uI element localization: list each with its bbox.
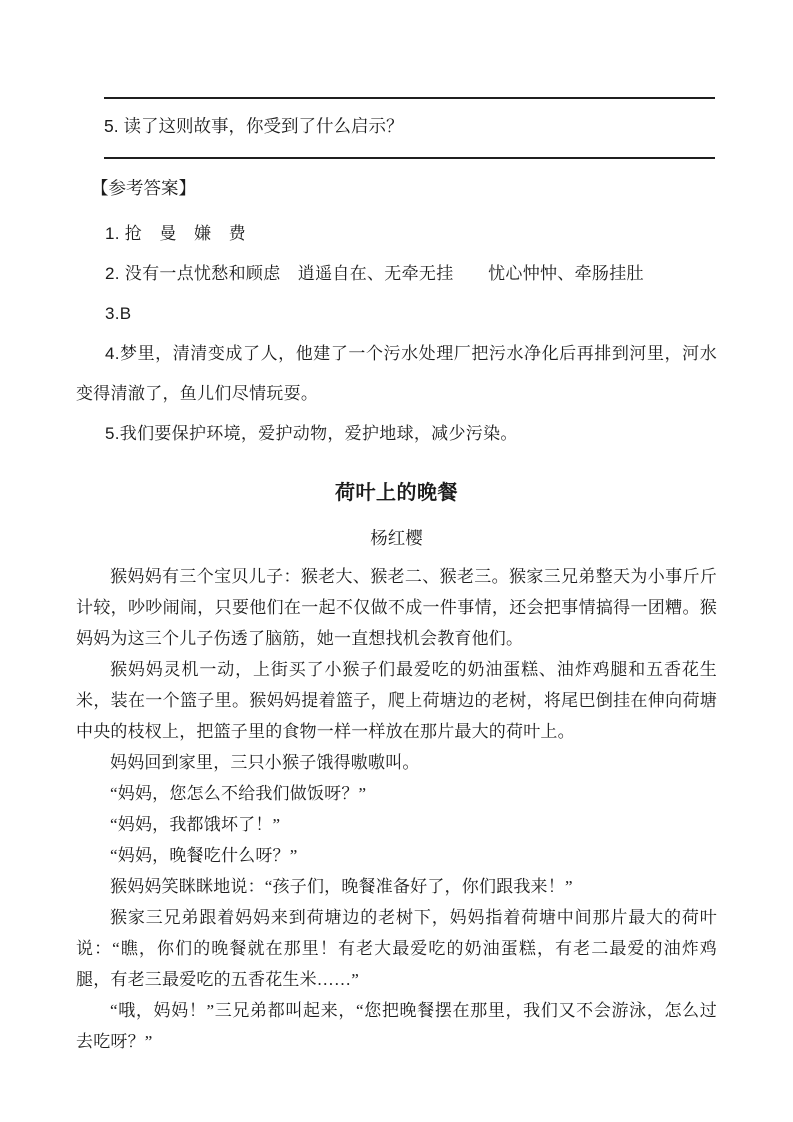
passage-paragraph-4: “妈妈，您怎么不给我们做饭呀？”: [110, 784, 367, 803]
answer-key-list: [76, 214, 717, 454]
passage-body: [76, 561, 717, 1057]
answer-item-4: 4.梦里，清清变成了人，他建了一个污水处理厂把污水净化后再排到河里，河水变得清澈了，鱼儿们尽情玩耍。: [76, 344, 717, 403]
passage-paragraph-5: “妈妈，我都饿坏了！”: [110, 815, 281, 834]
answer-item-1: 1. 抢 曼 嫌 费: [105, 224, 246, 243]
passage-paragraph-9: “哦，妈妈！”三兄弟都叫起来，“您把晚餐摆在那里，我们又不会游泳，怎么过去吃呀？”: [76, 1001, 717, 1051]
passage-paragraph-2: 猴妈妈灵机一动，上街买了小猴子们最爱吃的奶油蛋糕、油炸鸡腿和五香花生米，装在一个篮子里。猴妈妈提着篮子，爬上荷塘边的老树，将尾巴倒挂在伸向荷塘中央的枝杈上，把篮子里的食物一样一样放在那片最大的荷叶上。: [76, 660, 717, 741]
divider-line-top: [104, 97, 715, 99]
passage-paragraph-8: 猴家三兄弟跟着妈妈来到荷塘边的老树下，妈妈指着荷塘中间那片最大的荷叶说：“瞧，你们的晚餐就在那里！有老大最爱吃的奶油蛋糕，有老二最爱的油炸鸡腿，有老三最爱吃的五香花生米……”: [76, 908, 717, 989]
divider-line-bottom: [104, 157, 715, 159]
passage-paragraph-1: 猴妈妈有三个宝贝儿子：猴老大、猴老二、猴老三。猴家三兄弟整天为小事斤斤计较，吵吵闹闹，只要他们在一起不仅做不成一件事情，还会把事情搞得一团糟。猴妈妈为这三个儿子伤透了脑筋，她一直想找机会教育他们。: [76, 567, 717, 648]
question-5: 5. 读了这则故事，你受到了什么启示？: [104, 116, 404, 136]
passage-title: 荷叶上的晚餐: [335, 482, 458, 504]
passage-paragraph-6: “妈妈，晚餐吃什么呀？”: [110, 846, 298, 865]
passage-author: 杨红樱: [370, 528, 423, 548]
answer-item-5: 5.我们要保护环境，爱护动物，爱护地球，减少污染。: [105, 424, 518, 443]
passage-paragraph-7: 猴妈妈笑眯眯地说：“孩子们，晚餐准备好了，你们跟我来！”: [110, 877, 573, 896]
answer-item-3: 3.B: [105, 304, 132, 323]
passage-paragraph-3: 妈妈回到家里，三只小猴子饿得嗷嗷叫。: [110, 753, 420, 772]
answer-key-header: 【参考答案】: [91, 178, 196, 198]
answer-item-2: 2. 没有一点忧愁和顾虑 逍遥自在、无牵无挂 忧心忡忡、牵肠挂肚: [105, 264, 644, 283]
